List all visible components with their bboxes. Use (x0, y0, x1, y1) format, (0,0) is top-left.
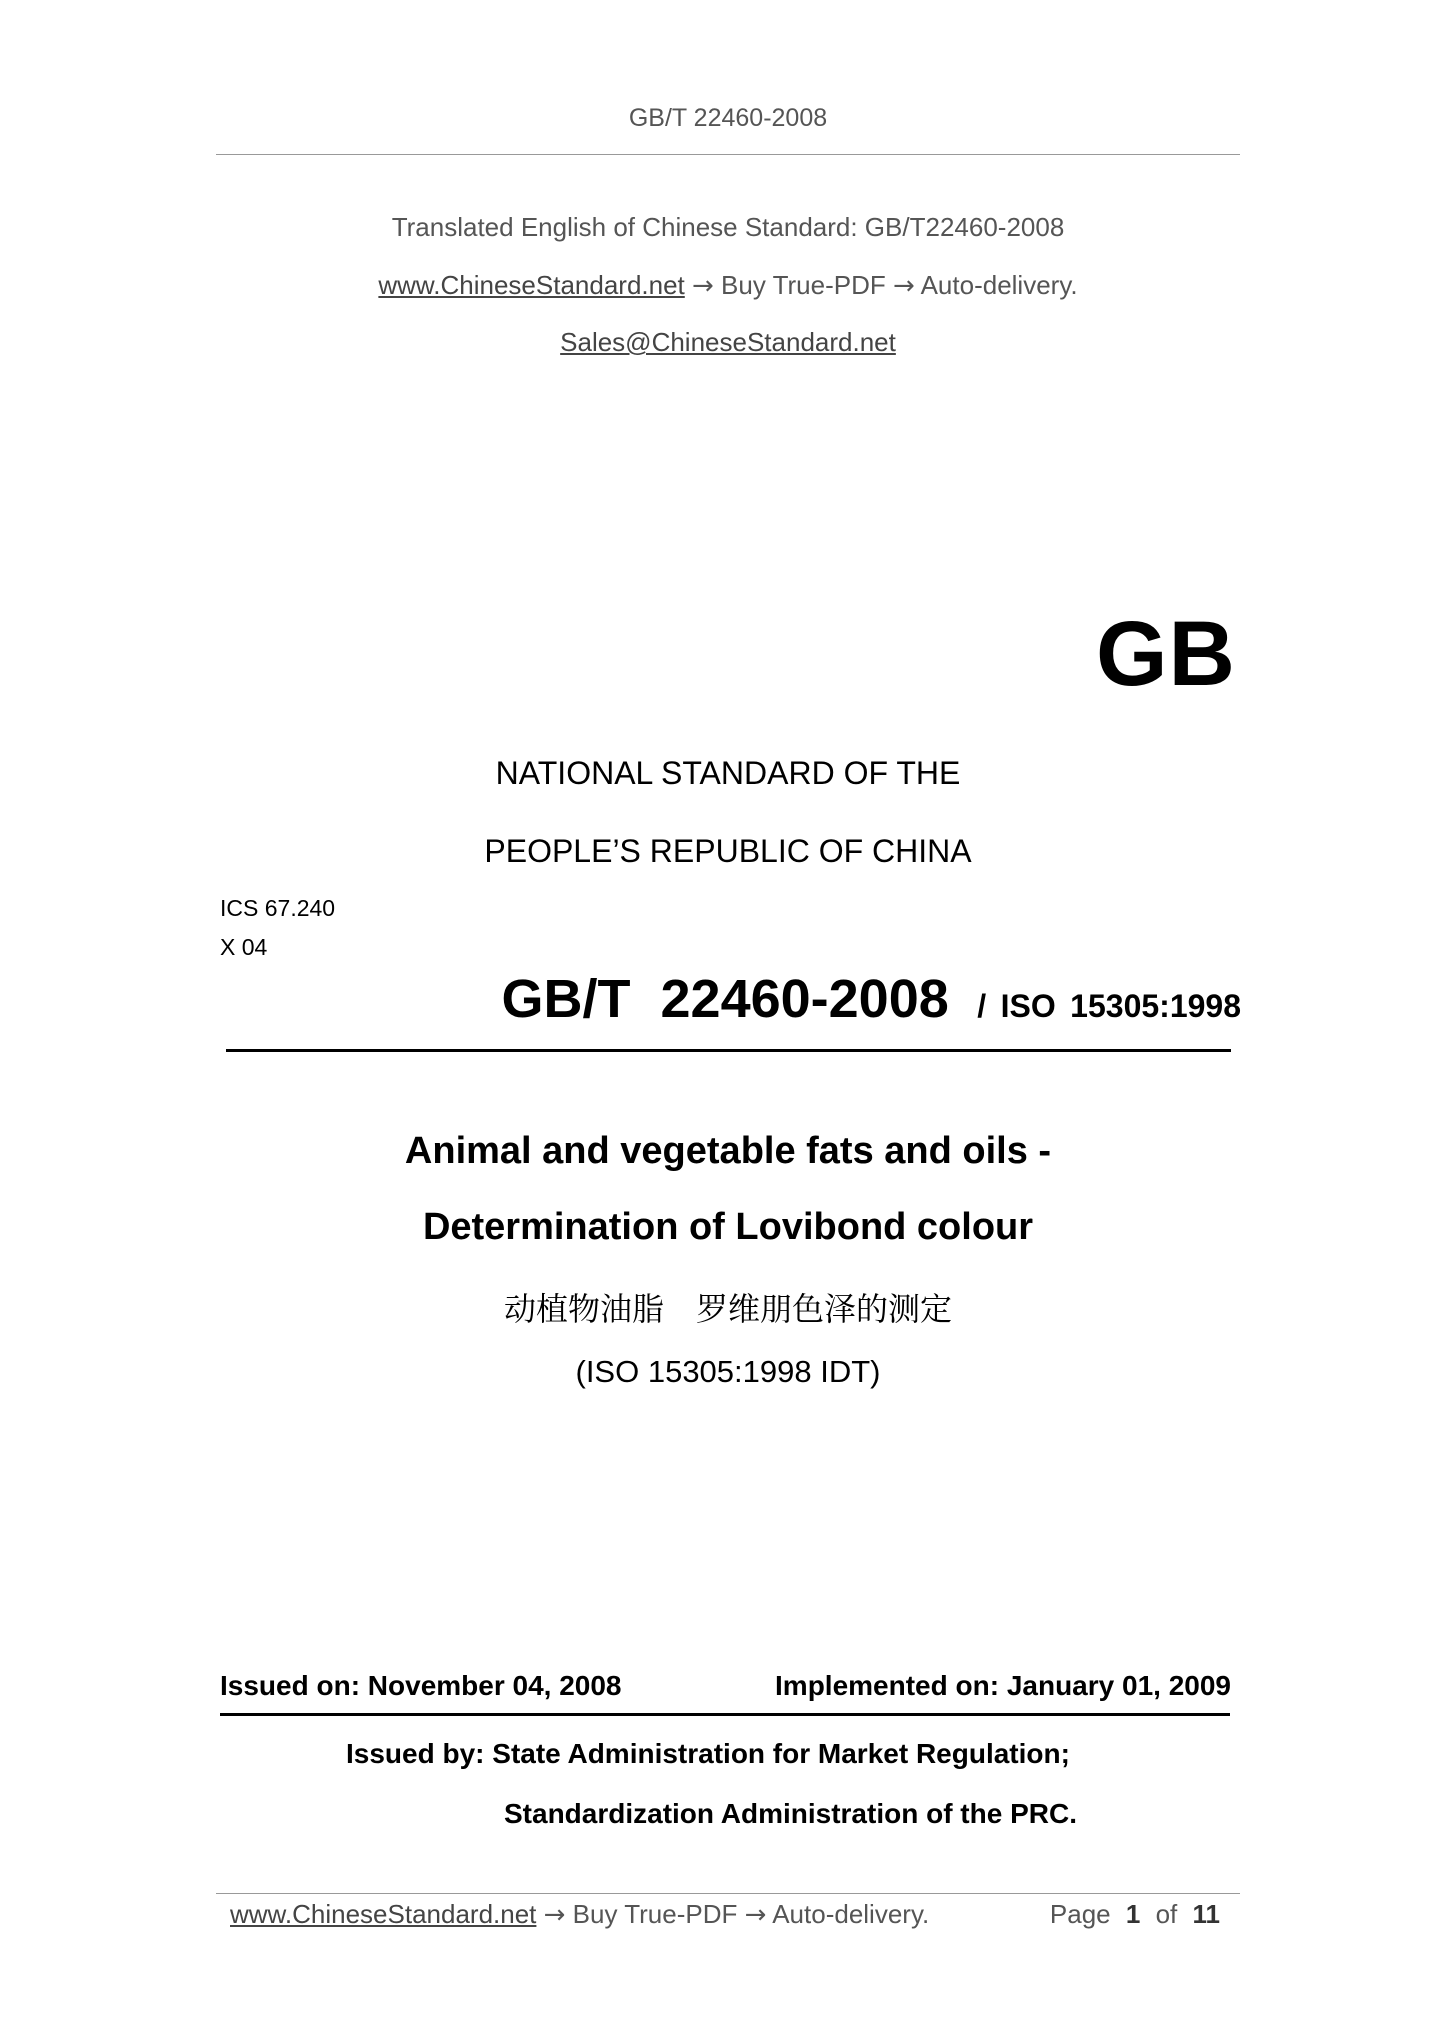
footer-auto-delivery-label: Auto-delivery. (772, 1899, 930, 1929)
ics-code: ICS 67.240 (220, 895, 336, 921)
ccs-code: X 04 (220, 934, 268, 960)
page-indicator (1050, 1899, 1220, 1930)
footer-buy-label: Buy True-PDF (572, 1899, 738, 1929)
sales-email-link[interactable]: Sales@ChineseStandard.net (560, 327, 896, 357)
page-current: 1 (1125, 1899, 1141, 1929)
arrow-icon: → (543, 1900, 566, 1930)
page-total: 11 (1192, 1899, 1220, 1929)
site-link[interactable]: www.ChineseStandard.net (378, 270, 685, 300)
header-divider (216, 154, 1240, 155)
standard-number-rule (226, 1049, 1231, 1052)
implemented-on: Implemented on: January 01, 2009 (775, 1670, 1231, 1701)
iso-number: 15305:1998 (1070, 988, 1241, 1024)
purchase-line (216, 270, 1240, 301)
footer-purchase-line (230, 1899, 929, 1930)
auto-delivery-label: Auto-delivery. (920, 270, 1078, 300)
standard-number: GB/T 22460-2008 (501, 969, 949, 1029)
page-label: Page (1049, 1899, 1111, 1929)
issued-on: Issued on: November 04, 2008 (220, 1670, 622, 1701)
arrow-icon: → (893, 271, 915, 301)
standard-number-line (501, 969, 1241, 1029)
slash-separator: / (977, 988, 987, 1024)
national-standard-line2: PEOPLE’S REPUBLIC OF CHINA (484, 833, 972, 869)
issued-by-line1: Issued by: State Administration for Market Regulation; (346, 1738, 1070, 1769)
email-line (216, 327, 1240, 358)
title-line1: Animal and vegetable fats and oils - (404, 1130, 1052, 1172)
arrow-icon: → (692, 271, 714, 301)
gb-logo: GB (1096, 603, 1236, 705)
of-label: of (1155, 1899, 1178, 1929)
title-chinese: 动植物油脂 罗维朋色泽的测定 (503, 1290, 952, 1328)
buy-label: Buy True-PDF (721, 270, 886, 300)
national-standard-line1: NATIONAL STANDARD OF THE (495, 755, 961, 791)
running-header: GB/T 22460-2008 (628, 104, 828, 132)
footer-site-link[interactable]: www.ChineseStandard.net (230, 1899, 537, 1929)
translation-notice: Translated English of Chinese Standard: GB/T22460-2008 (391, 212, 1065, 242)
arrow-icon: → (744, 1900, 767, 1930)
title-line2: Determination of Lovibond colour (422, 1206, 1034, 1248)
issue-rule (220, 1713, 1230, 1716)
issued-by-line2: Standardization Administration of the PRC. (504, 1798, 1077, 1829)
footer-divider (216, 1893, 1240, 1894)
iso-prefix: ISO (1000, 988, 1056, 1024)
iso-equivalence: (ISO 15305:1998 IDT) (575, 1354, 881, 1389)
